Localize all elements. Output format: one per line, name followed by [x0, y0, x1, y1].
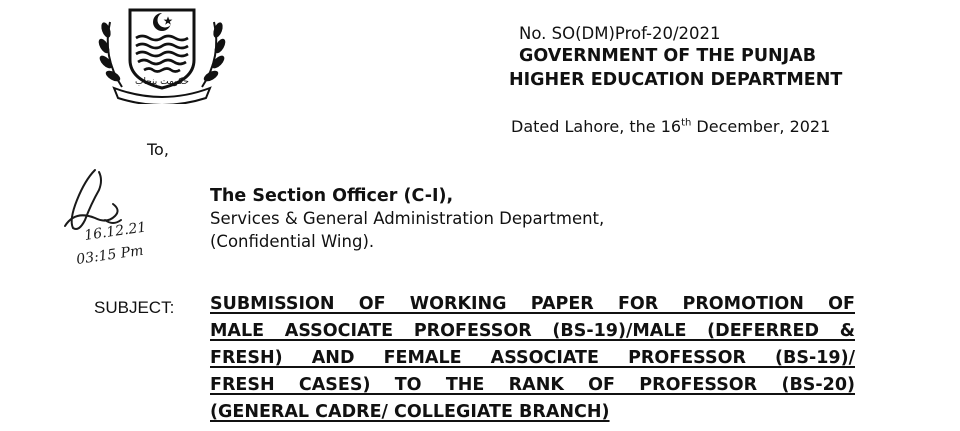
to-label: To,	[147, 140, 169, 159]
subject-line-2: MALE ASSOCIATE PROFESSOR (BS-19)/MALE (DEFERRED &	[210, 321, 855, 341]
addressee-title: The Section Officer (C-I),	[210, 186, 454, 206]
department-heading: HIGHER EDUCATION DEPARTMENT	[509, 70, 843, 90]
dated-line	[511, 117, 830, 136]
addressee-department: Services & General Administration Department,	[210, 209, 605, 228]
handwritten-signature	[55, 160, 185, 275]
subject-line-1: SUBMISSION OF WORKING PAPER FOR PROMOTION OF	[210, 294, 855, 314]
dated-prefix: Dated Lahore, the 16	[511, 117, 682, 136]
subject-line-3: FRESH) AND FEMALE ASSOCIATE PROFESSOR (BS-19)/	[210, 348, 855, 368]
subject-line-4: FRESH CASES) TO THE RANK OF PROFESSOR (BS-20)	[210, 375, 855, 395]
emblem-icon	[92, 2, 232, 104]
letter-number: No. SO(DM)Prof-20/2021	[519, 24, 721, 43]
government-heading: GOVERNMENT OF THE PUNJAB	[519, 46, 817, 66]
dated-suffix: December, 2021	[691, 117, 831, 136]
addressee-wing: (Confidential Wing).	[210, 232, 375, 251]
dated-ordinal: th	[681, 117, 692, 129]
subject-line-5: (GENERAL CADRE/ COLLEGIATE BRANCH)	[210, 402, 610, 422]
subject-label: SUBJECT:	[94, 298, 175, 317]
signature-time: 03:15 Pm	[75, 242, 145, 268]
punjab-emblem-logo	[92, 2, 232, 104]
signature-date: 16.12.21	[83, 219, 148, 244]
emblem-inscription: حکومت پنجاب	[135, 77, 189, 87]
